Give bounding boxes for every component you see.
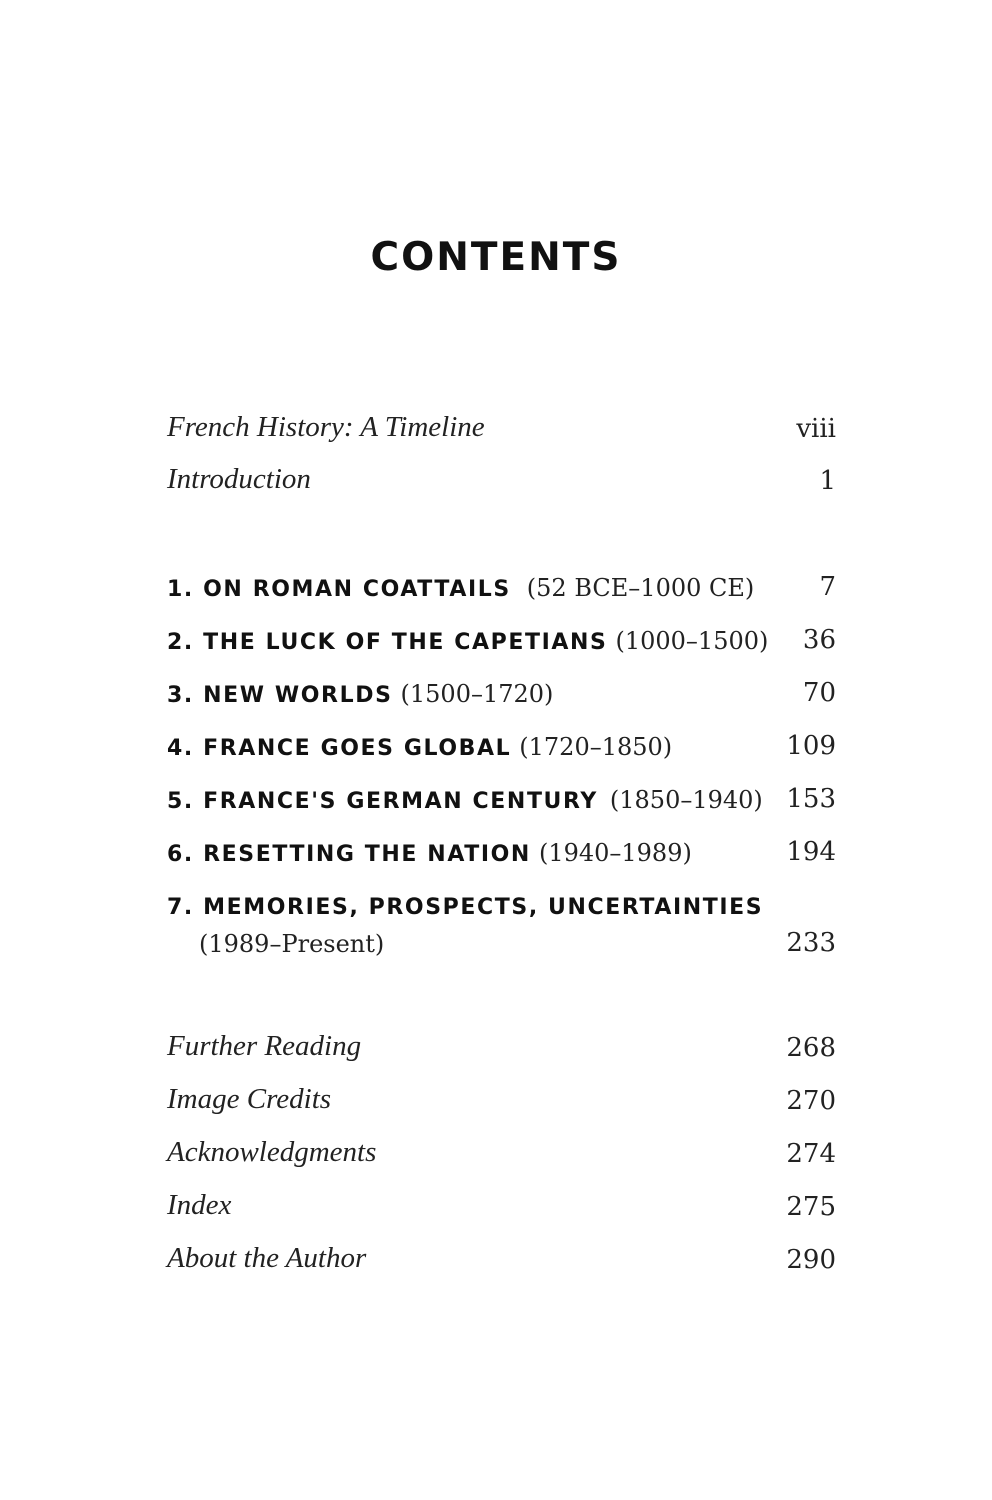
- entry-page-number: 153: [786, 784, 836, 814]
- entry-page-number: 36: [802, 625, 836, 655]
- entry-label: Index: [167, 1189, 232, 1221]
- page-title: CONTENTS: [370, 235, 622, 280]
- toc-entry-chapter-7[interactable]: [167, 886, 836, 926]
- entry-label: Image Credits: [167, 1083, 332, 1115]
- chapter-dates: (1989–Present): [199, 930, 385, 958]
- chapter-dates: (52 BCE–1000 CE): [526, 574, 755, 602]
- chapter-dates: (1500–1720): [400, 680, 554, 708]
- entry-label: About the Author: [167, 1242, 367, 1274]
- chapter-title: 6. RESETTING THE NATION: [167, 842, 531, 867]
- entry-page-number: 268: [786, 1033, 836, 1063]
- entry-page-number: 1: [819, 466, 836, 496]
- chapter-title: 5. FRANCE'S GERMAN CENTURY: [167, 789, 598, 814]
- chapter-title: 7. MEMORIES, PROSPECTS, UNCERTAINTIES: [167, 895, 764, 920]
- toc-entry-chapter-4[interactable]: [167, 727, 836, 767]
- chapter-dates: (1720–1850): [519, 733, 673, 761]
- entry-page-number: 7: [819, 572, 836, 602]
- entry-label: Acknowledgments: [167, 1136, 377, 1168]
- chapter-title: 3. NEW WORLDS: [167, 683, 393, 708]
- chapter-title: 4. FRANCE GOES GLOBAL: [167, 736, 512, 761]
- entry-page-number: 274: [786, 1139, 836, 1169]
- entry-page-number: 70: [802, 678, 836, 708]
- toc-entry-chapter-1[interactable]: [167, 568, 836, 608]
- entry-page-number: viii: [796, 414, 836, 444]
- chapter-title: 1. ON ROMAN COATTAILS: [167, 577, 511, 602]
- toc-entry-chapter-3[interactable]: [167, 674, 836, 714]
- entry-label: Introduction: [167, 463, 311, 495]
- toc-entry-introduction[interactable]: [167, 462, 836, 502]
- chapter-dates: (1000–1500): [615, 627, 769, 655]
- entry-page-number: 275: [786, 1192, 836, 1222]
- entry-page-number: 270: [786, 1086, 836, 1116]
- entry-page-number: 109: [786, 731, 836, 761]
- entry-page-number: 194: [786, 837, 836, 867]
- chapter-dates: (1850–1940): [609, 786, 763, 814]
- chapter-title: 2. THE LUCK OF THE CAPETIANS: [167, 630, 608, 655]
- toc-entry-further-reading[interactable]: [167, 1029, 836, 1069]
- toc-entry-chapter-2[interactable]: [167, 621, 836, 661]
- chapter-dates: (1940–1989): [538, 839, 692, 867]
- entry-page-number: 233: [786, 928, 836, 958]
- toc-entry-acknowledgments[interactable]: [167, 1135, 836, 1175]
- entry-page-number: 290: [786, 1245, 836, 1275]
- toc-entry-about-the-author[interactable]: [167, 1241, 836, 1281]
- toc-entry-image-credits[interactable]: [167, 1082, 836, 1122]
- entry-label: Further Reading: [167, 1030, 362, 1062]
- toc-entry-chapter-7-continued[interactable]: [167, 924, 836, 964]
- toc-entry-timeline[interactable]: [167, 410, 836, 450]
- entry-label: French History: A Timeline: [167, 411, 485, 443]
- toc-entry-chapter-6[interactable]: [167, 833, 836, 873]
- toc-entry-index[interactable]: [167, 1188, 836, 1228]
- toc-entry-chapter-5[interactable]: [167, 780, 836, 820]
